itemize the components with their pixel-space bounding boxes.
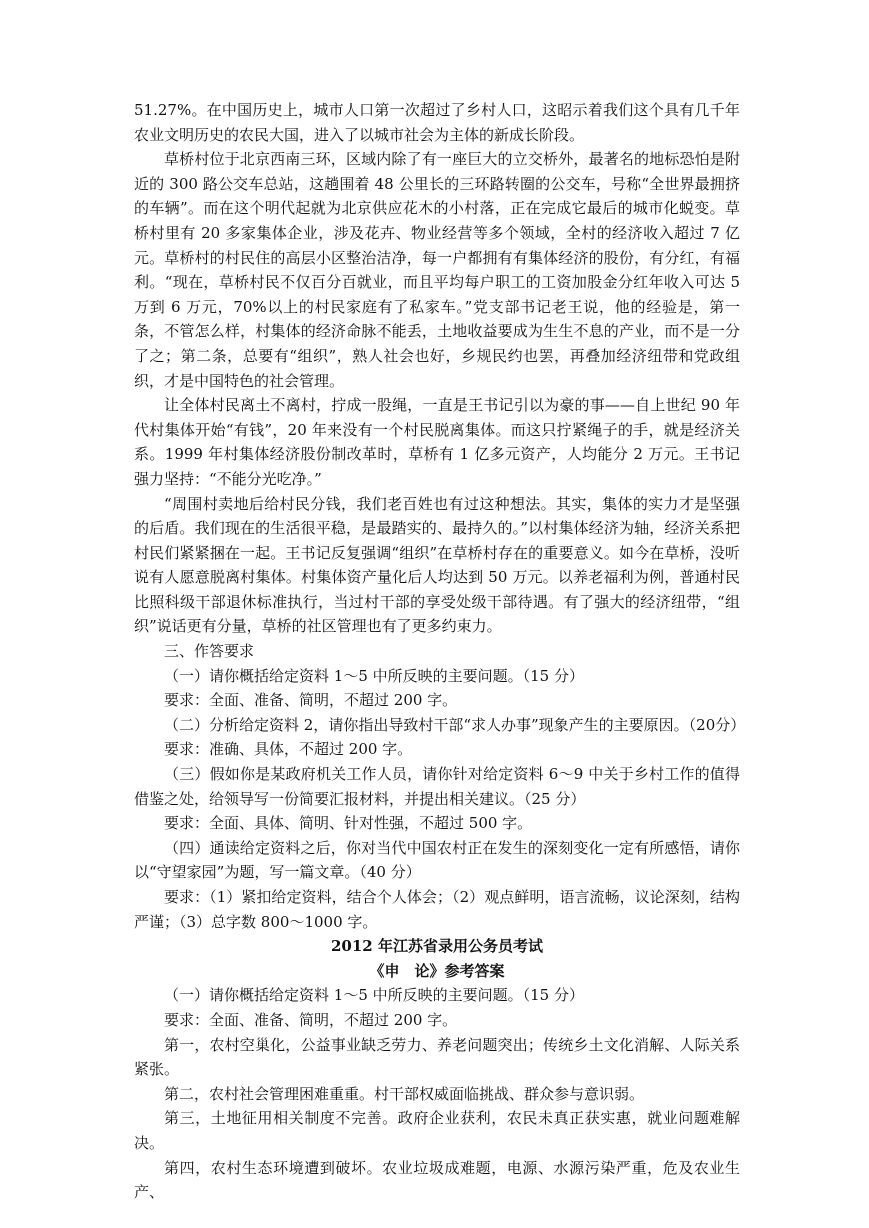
answer-title-exam: 2012 年江苏省录用公务员考试: [331, 937, 543, 956]
answer-point-3: 第三，土地征用相关制度不完善。政府企业获利，农民未真正获实惠，就业问题难解决。: [134, 1109, 740, 1152]
answer-point-1: 第一，农村空巢化，公益事业缺乏劳力、养老问题突出；传统乡土文化消解、人际关系紧张。: [134, 1035, 740, 1079]
paragraph-village-collective: 让全体村民离土不离村，拧成一股绳，一直是王书记引以为豪的事——自上世纪 90 年代村集体开始“有钱”，20 年来没有一个村民脱离集体。而这只拧紧绳子的手，就是经济关系。1999 年村集体经济股份制改革时，草桥有 1 亿多元资产，人均能分 2 万元。王书记强力坚持：“不能分光吃净。”: [134, 396, 740, 488]
answer-question-1-requirement: 要求：全面、准备、简明，不超过 200 字。: [164, 1010, 458, 1029]
question-1: （一）请你概括给定资料 1～5 中所反映的主要问题。（15 分）: [164, 666, 584, 685]
paragraph-economic-ties: “周围村卖地后给村民分钱，我们老百姓也有过这种想法。其实，集体的实力才是坚强的后盾。我们现在的生活很平稳，是最踏实的、最持久的。”以村集体经济为轴，经济关系把村民们紧紧捆在一起。王书记反复强调“组织”在草桥村存在的重要意义。如今在草桥，没听说有人愿意脱离村集体。村集体资产量化后人均达到 50 万元。以养老福利为例，普通村民比照科级干部退休标准执行，当过村干部的享受处级干部待遇。有了强大的经济纽带，“组织”说话更有分量，草桥的社区管理也有了更多约束力。: [134, 494, 740, 636]
paragraph-caoqiao-village: 草桥村位于北京西南三环，区域内除了有一座巨大的立交桥外，最著名的地标恐怕是附近的 300 路公交车总站，这趟围着 48 公里长的三环路转圈的公交车，号称“全世界最拥挤的车辆”。而在这个明代起就为北京供应花木的小村落，正在完成它最后的城市化蜕变。草桥村里有 20 多家集体企业，涉及花卉、物业经营等多个领域，全村的经济收入超过 7 亿元。草桥村的村民住的高层小区整治洁净，每一户都拥有有集体经济的股份，有分红，有福利。“现在，草桥村民不仅百分百就业，而且平均每户职工的工资加股金分红年收入可达 5 万到 6 万元，70%以上的村民家庭有了私家车。”党支部书记老王说，他的经验是，第一条，不管怎么样，村集体的经济命脉不能丢，土地收益要成为生生不息的产业，而不是一分了之；第二条，总要有“组织”，熟人社会也好，乡规民约也罢，再叠加经济纽带和党政组织，才是中国特色的社会管理。: [134, 150, 740, 390]
question-4: （四）通读给定资料之后，你对当代中国农村正在发生的深刻变化一定有所感悟，请你以“守望家园”为题，写一篇文章。（40 分）: [134, 838, 740, 882]
answer-question-1: （一）请你概括给定资料 1～5 中所反映的主要问题。（15 分）: [164, 986, 584, 1005]
question-3: （三）假如你是某政府机关工作人员，请你针对给定资料 6～9 中关于乡村工作的值得借鉴之处，给领导写一份简要汇报材料，并提出相关建议。（25 分）: [134, 765, 740, 808]
question-1-requirement: 要求：全面、准备、简明，不超过 200 字。: [164, 691, 458, 710]
paragraph-urbanization-rate: 51.27%。在中国历史上，城市人口第一次超过了乡村人口，这昭示着我们这个具有几千年农业文明历史的农民大国，进入了以城市社会为主体的新成长阶段。: [134, 101, 740, 144]
document-page: [134, 98, 746, 1205]
answer-point-2: 第二，农村社会管理困难重重。村干部权威面临挑战、群众参与意识弱。: [164, 1084, 645, 1103]
section-heading-requirements: 三、作答要求: [164, 642, 255, 661]
question-3-requirement: 要求：全面、具体、简明、针对性强，不超过 500 字。: [164, 814, 533, 833]
question-4-requirement: 要求：（1）紧扣给定资料，结合个人体会；（2）观点鲜明，语言流畅，议论深刻，结构严谨；（3）总字数 800～1000 字。: [134, 888, 740, 931]
answer-title-reference: 《申 论》参考答案: [369, 961, 505, 980]
question-2: （二）分析给定资料 2，请你指出导致村干部“求人办事”现象产生的主要原因。（20分）: [164, 715, 746, 734]
answer-point-4: 第四，农村生态环境遭到破坏。农业垃圾成难题，电源、水源污染严重，危及农业生产、: [134, 1158, 740, 1202]
question-2-requirement: 要求：准确、具体，不超过 200 字。: [164, 740, 413, 759]
